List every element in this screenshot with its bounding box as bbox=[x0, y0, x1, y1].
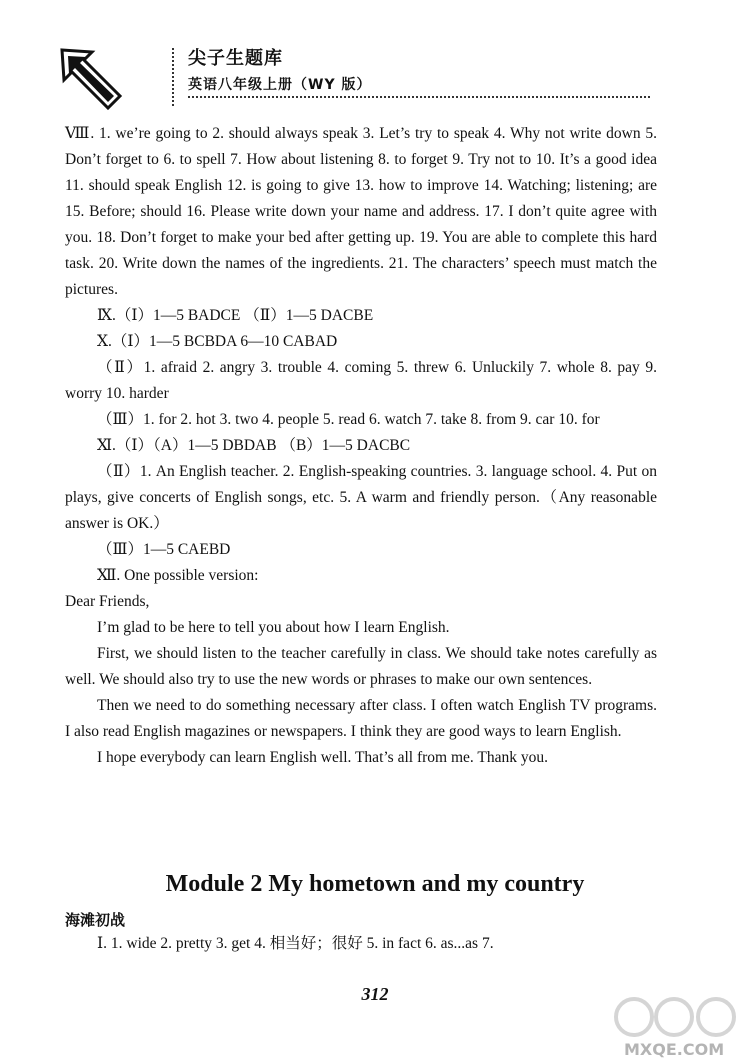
answer-block-xii-heading: Ⅻ. One possible version: bbox=[97, 567, 259, 584]
letter-paragraph: Then we need to do something necessary after class. I often watch English TV programs. I also read English magazines or newspapers. I think they are good ways to learn English. bbox=[65, 697, 657, 740]
module-title: Module 2 My hometown and my country bbox=[165, 871, 585, 897]
watermark-text: MXQE.COM bbox=[624, 1040, 725, 1059]
arrow-logo-icon bbox=[58, 46, 124, 112]
letter-paragraph: I hope everybody can learn English well. That’s all from me. Thank you. bbox=[97, 749, 548, 766]
answer-block-ix: Ⅸ.（Ⅰ）1—5 BADCE （Ⅱ）1—5 DACBE bbox=[97, 307, 374, 324]
answer-block-i: Ⅰ. 1. wide 2. pretty 3. get 4. 相当好；很好 5. in fact 6. as...as 7. bbox=[97, 935, 494, 952]
page-number: 312 bbox=[361, 984, 389, 1004]
answer-block-x-3: （Ⅲ）1. for 2. hot 3. two 4. people 5. read 6. watch 7. take 8. from 9. car 10. for bbox=[97, 411, 600, 428]
answer-block-xi-2: （Ⅱ）1. An English teacher. 2. English-speaking countries. 3. language school. 4. Put on plays, give concerts of English songs, etc. 5. A warm and friendly person.（Any reasonable answer is OK.） bbox=[65, 463, 657, 532]
header-vertical-divider bbox=[172, 48, 178, 106]
book-title: 尖子生题库 bbox=[188, 48, 283, 69]
header-dotted-rule bbox=[188, 96, 650, 98]
section-heading: 海滩初战 bbox=[65, 911, 126, 929]
answer-block-x-1: Ⅹ.（Ⅰ）1—5 BCBDA 6—10 CABAD bbox=[97, 333, 338, 350]
answer-block-x-2: （Ⅱ）1. afraid 2. angry 3. trouble 4. coming 5. threw 6. Unluckily 7. whole 8. pay 9. worry 10. harder bbox=[65, 359, 657, 402]
page-header bbox=[58, 44, 658, 114]
answer-block-xi-3: （Ⅲ）1—5 CAEBD bbox=[97, 541, 231, 558]
letter-salutation: Dear Friends, bbox=[65, 593, 150, 610]
answer-block-xi-1: Ⅺ.（Ⅰ）（A）1—5 DBDAB （B）1—5 DACBC bbox=[97, 437, 411, 454]
letter-paragraph: I’m glad to be here to tell you about how I learn English. bbox=[97, 619, 450, 636]
answer-content bbox=[65, 121, 657, 771]
answer-block-viii: Ⅷ. 1. we’re going to 2. should always speak 3. Let’s try to speak 4. Why not write down 5. Don’t forget to 6. to spell 7. How about listening 8. to forget 9. Try not to 10. It’s a good idea 11. should speak English 12. is going to give 13. how to improve 14. Watching; listening; are 15. Before; should 16. Please write down your name and address. 17. I don’t quite agree with you. 18. Don’t forget to make your bed after getting up. 19. You are able to complete this hard task. 20. Write down the names of the ingredients. 21. The characters’ speech must match the pictures. bbox=[65, 125, 657, 298]
letter-paragraph: First, we should listen to the teacher carefully in class. We should take notes carefully as well. We should also try to use the new words or phrases to make our own sentences. bbox=[65, 645, 657, 688]
book-subtitle: 英语八年级上册（WY 版） bbox=[188, 77, 372, 93]
